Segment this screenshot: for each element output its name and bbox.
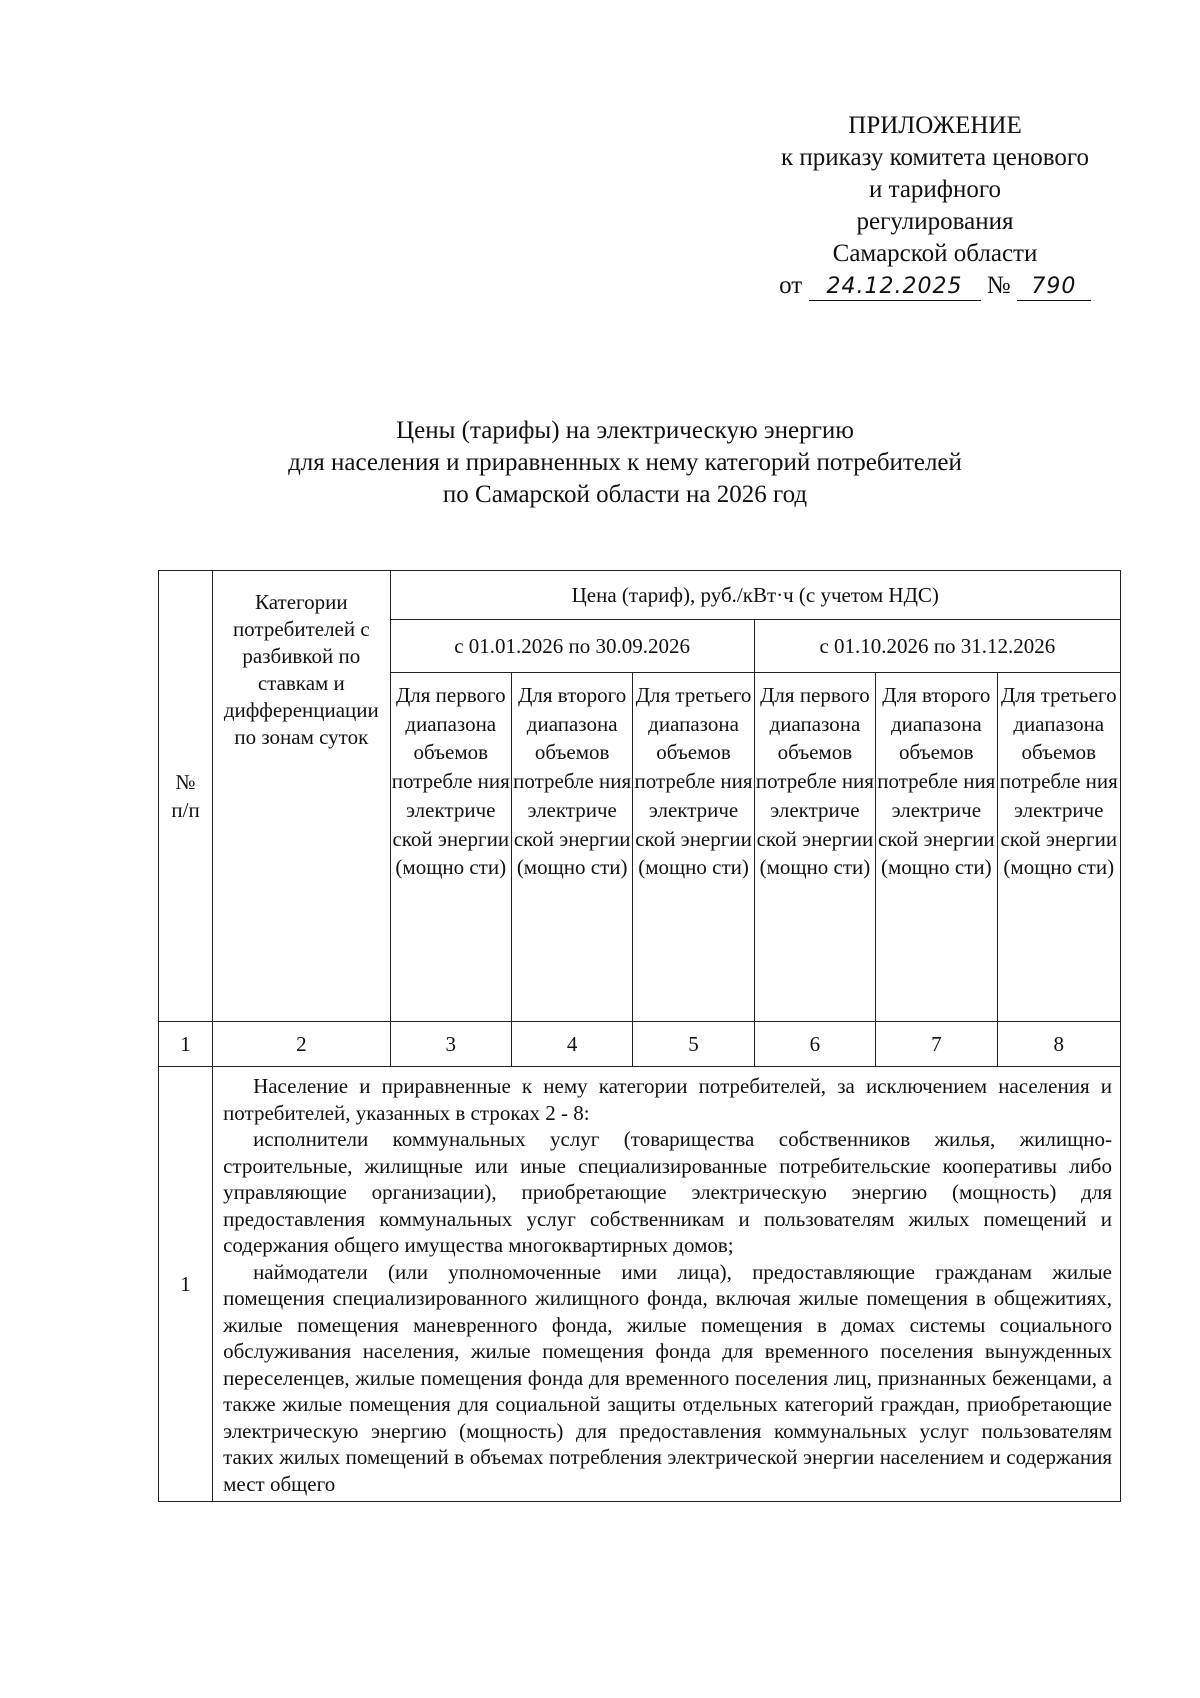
date-prefix: от [779, 272, 803, 299]
order-number: 790 [1017, 274, 1091, 301]
appendix-line-3: регулирования [856, 208, 1014, 235]
column-number: 5 [633, 1022, 754, 1067]
header-band-5: Для второго диапазона объемов потребле ния электриче ской энергии (мощно сти) [876, 673, 997, 1022]
column-number: 1 [159, 1022, 213, 1067]
appendix-block [740, 110, 1130, 302]
column-number: 7 [876, 1022, 997, 1067]
table-row [159, 1067, 1121, 1502]
header-category: Категории потребителей с разбивкой по ставкам и дифференциации по зонам суток [213, 571, 391, 1022]
title-line-1: Цены (тарифы) на электрическую энергию [396, 417, 854, 444]
column-number: 6 [754, 1022, 875, 1067]
document-title [230, 415, 1020, 511]
header-band-4: Для первого диапазона объемов потребле ния электриче ской энергии (мощно сти) [754, 673, 875, 1022]
header-period-2: с 01.10.2026 по 31.12.2026 [754, 620, 1120, 673]
row-index: 1 [159, 1067, 213, 1502]
tariff-table [158, 570, 1121, 1502]
title-line-2: для населения и приравненных к нему категорий потребителей [288, 449, 962, 476]
description-paragraph: исполнители коммунальных услуг (товарищества собственников жилья, жилищно-строительные, жилищные или иные специализированные потребительские кооперативы либо управляющие организации), приобретающие электрическую энергию (мощность) для предоставления коммунальных услуг собственникам и пользователям жилых помещений и содержания общего имущества многоквартирных домов; [223, 1127, 1112, 1257]
column-number: 2 [213, 1022, 391, 1067]
appendix-line-1: к приказу комитета ценового [781, 144, 1089, 171]
title-line-3: по Самарской области на 2026 год [442, 481, 808, 508]
order-date-number [740, 270, 1130, 302]
header-row-number: № п/п [159, 571, 213, 1022]
column-number: 4 [511, 1022, 632, 1067]
column-number-row [159, 1022, 1121, 1067]
number-prefix: № [986, 272, 1011, 299]
header-price: Цена (тариф), руб./кВт·ч (с учетом НДС) [390, 571, 1120, 620]
header-band-6: Для третьего диапазона объемов потребле ния электриче ской энергии (мощно сти) [997, 673, 1120, 1022]
header-band-3: Для третьего диапазона объемов потребле ния электриче ской энергии (мощно сти) [633, 673, 754, 1022]
header-band-2: Для второго диапазона объемов потребле ния электриче ской энергии (мощно сти) [511, 673, 632, 1022]
row-description [213, 1067, 1121, 1502]
appendix-title: ПРИЛОЖЕНИЕ [848, 112, 1022, 139]
column-number: 3 [390, 1022, 511, 1067]
description-paragraph: наймодатели (или уполномоченные ими лица), предоставляющие гражданам жилые помещения специализированного жилищного фонда, включая жилые помещения в общежитиях, жилые помещения маневренного фонда, жилые помещения в домах системы социального обслуживания населения, жилые помещения фонда для временного поселения вынужденных переселенцев, жилые помещения фонда для временного поселения лиц, признанных беженцами, а также жилые помещения для социальной защиты отдельных категорий граждан, приобретающие электрическую энергию (мощность) для предоставления коммунальных услуг пользователям таких жилых помещений в объемах потребления электрической энергии населением и содержания мест общего [223, 1259, 1112, 1496]
description-paragraph: Население и приравненные к нему категории потребителей, за исключением населения и потребителей, указанных в строках 2 - 8: [223, 1074, 1112, 1125]
header-band-1: Для первого диапазона объемов потребле ния электриче ской энергии (мощно сти) [390, 673, 511, 1022]
appendix-line-4: Самарской области [832, 240, 1038, 267]
column-number: 8 [997, 1022, 1120, 1067]
appendix-line-2: и тарифного [868, 176, 1002, 203]
header-period-1: с 01.01.2026 по 30.09.2026 [390, 620, 754, 673]
order-date: 24.12.2025 [809, 274, 981, 301]
